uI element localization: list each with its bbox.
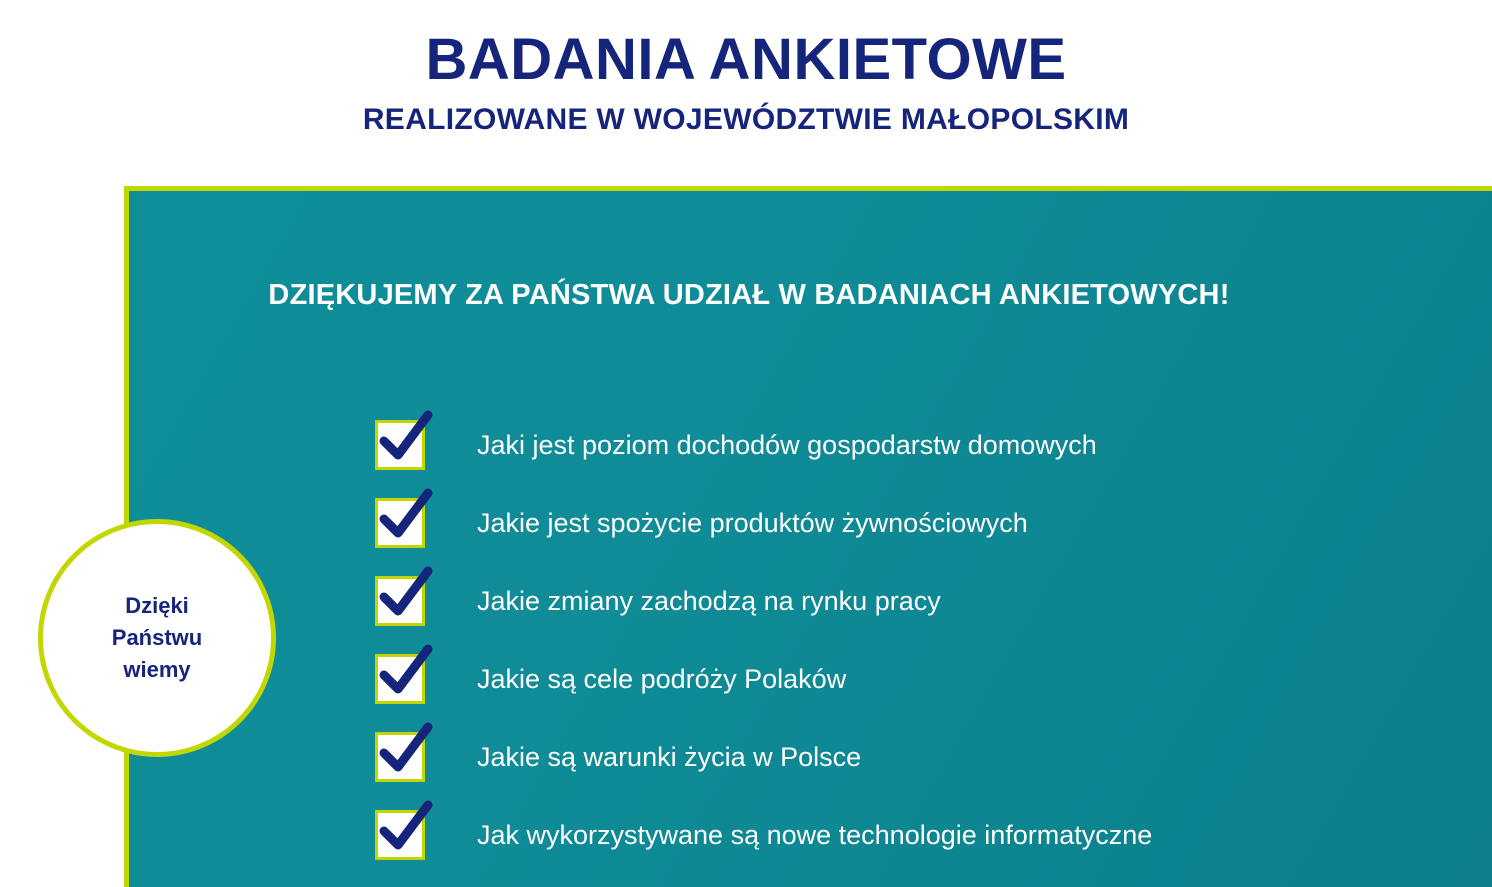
thank-you-heading: DZIĘKUJEMY ZA PAŃSTWA UDZIAŁ W BADANIACH ANKIETOWYCH! — [268, 279, 1230, 311]
page-subtitle: REALIZOWANE W WOJEWÓDZTWIE MAŁOPOLSKIM — [362, 102, 1130, 136]
checkmark-icon — [375, 654, 425, 704]
page-title: BADANIA ANKIETOWE — [425, 27, 1067, 92]
checkmark-icon — [375, 810, 425, 860]
list-item-label: Jaki jest poziom dochodów gospodarstw domowych — [477, 429, 1097, 460]
list-item-label: Jak wykorzystywane są nowe technologie informatyczne — [477, 819, 1153, 850]
page-header — [0, 0, 1492, 136]
badge-line-3: wiemy — [123, 656, 191, 682]
list-item — [375, 406, 1475, 484]
checkmark-icon — [375, 732, 425, 782]
list-item-label: Jakie są warunki życia w Polsce — [477, 741, 862, 772]
list-item — [375, 562, 1475, 640]
list-item — [375, 718, 1475, 796]
list-item — [375, 484, 1475, 562]
thanks-badge — [38, 519, 276, 757]
checkmark-icon — [375, 498, 425, 548]
checkmark-icon — [375, 420, 425, 470]
list-item-label: Jakie są cele podróży Polaków — [477, 663, 847, 694]
content-panel — [124, 186, 1492, 887]
badge-line-1: Dzięki — [125, 593, 189, 619]
list-item-label: Jakie zmiany zachodzą na rynku pracy — [477, 585, 941, 616]
survey-topics-list — [375, 406, 1475, 874]
list-item-label: Jakie jest spożycie produktów żywnościowych — [477, 507, 1028, 538]
list-item — [375, 796, 1475, 874]
checkmark-icon — [375, 576, 425, 626]
badge-line-2: Państwu — [111, 625, 203, 651]
list-item — [375, 640, 1475, 718]
